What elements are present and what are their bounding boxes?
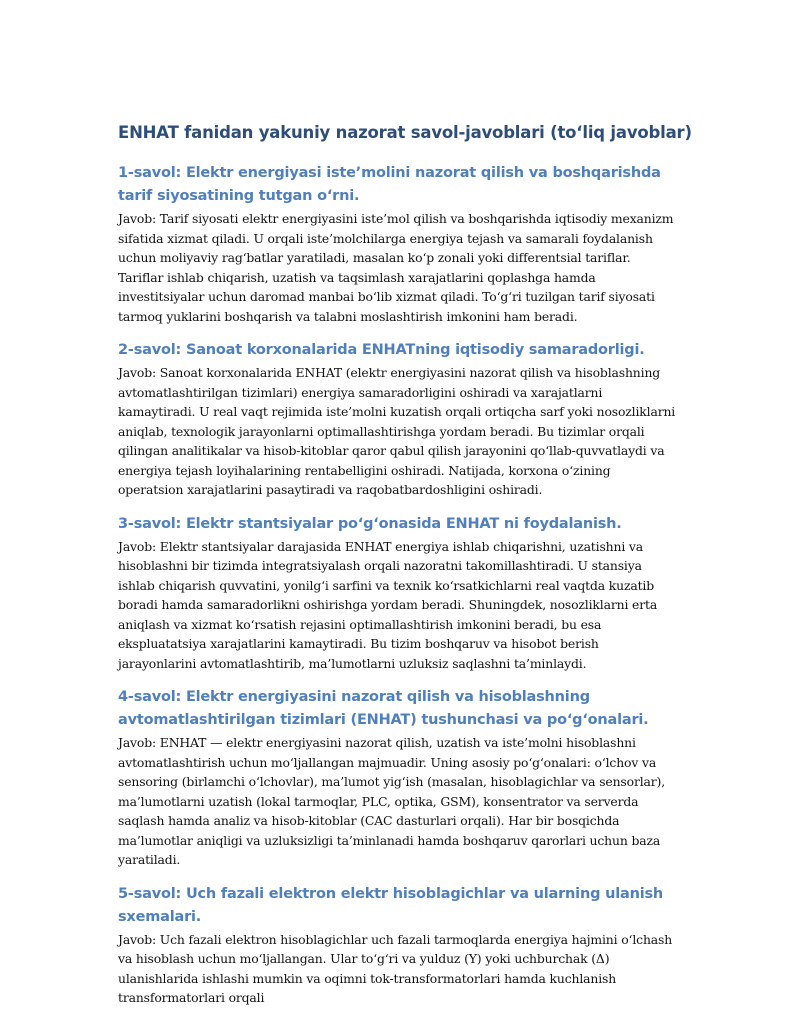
document-title: ENHAT fanidan yakuniy nazorat savol-javoblari (to‘liq javoblar) — [118, 123, 692, 142]
question-section-2 — [118, 339, 678, 500]
answer-paragraph: Javob: Sanoat korxonalarida ENHAT (elektr energiyasini nazorat qilish va hisoblashning avtomatlashtirilgan tizimlari) energiya samaradorligini oshiradi va xarajatlarni kamaytiradi. U real vaqt rejimida iste’molni kuzatish orqali ortiqcha sarf yoki nosozliklarni aniqlab, texnologik jarayonlarni optimallashtirishga yordam beradi. Bu tizimlar orqali qilingan analitikalar va hisob-kitoblar qaror qabul qilish jarayonini qo‘llab-quvvatlaydi va energiya tejash loyihalarining rentabelligini oshiradi. Natijada, korxona o‘zining operatsion xarajatlarini pasaytiradi va raqobatbardoshligini oshiradi. — [118, 365, 676, 497]
answer-paragraph: Javob: Elektr stantsiyalar darajasida ENHAT energiya ishlab chiqarishni, uzatishni va hisoblashni bir tizimda integratsiyalash orqali nazoratni takomillashtiradi. U stansiya ishlab chiqarish quvvatini, yonilg‘i sarfini va texnik ko‘rsatkichlarni real vaqtda kuzatib boradi hamda samaradorlikni oshirishga yordam beradi. Shuningdek, nosozliklarni erta aniqlash va xizmat ko‘rsatish rejasini optimallashtirish imkonini beradi, bu esa ekspluatatsiya xarajatlarini kamaytiradi. Bu tizim boshqaruv va hisobot berish jarayonlarini avtomatlashtirib, ma’lumotlarni uzluksiz saqlashni ta’minlaydi. — [118, 538, 658, 671]
question-heading: 1-savol: Elektr energiyasi iste’molini nazorat qilish va boshqarishda tarif siyosatining tutgan o‘rni. — [118, 165, 661, 204]
question-heading: 5-savol: Uch fazali elektron elektr hisoblagichlar va ularning ulanish sxemalari. — [118, 885, 664, 925]
question-section-3 — [118, 513, 678, 674]
question-section-1 — [118, 162, 678, 326]
question-heading: 3-savol: Elektr stantsiyalar po‘g‘onasida ENHAT ni foydalanish. — [118, 515, 622, 532]
question-section-4 — [118, 686, 678, 870]
question-section-5 — [118, 883, 678, 1008]
document-page — [118, 122, 692, 1021]
question-heading: 4-savol: Elektr energiyasini nazorat qilish va hisoblashning avtomatlashtirilgan tizimlari (ENHAT) tushunchasi va po‘g‘onalari. — [118, 689, 649, 728]
answer-paragraph: Javob: ENHAT — elektr energiyasini nazorat qilish, uzatish va iste’molni hisoblashni avtomatlashtirish uchun mo‘ljallangan majmuadir. Uning asosiy po‘g‘onalari: o‘lchov va sensoring (birlamchi o‘lchovlar), ma’lumot yig‘ish (masalan, hisoblagichlar va sensorlar), ma’lumotlarni uzatish (lokal tarmoqlar, PLC, optika, GSM), konsentrator va serverda saqlash hamda analiz va hisob-kitoblar (CAC dasturlari orqali). Har bir bosqichda ma’lumotlar aniqligi va uzluksizligi ta’minlanadi hamda boshqaruv qarorlari uchun baza yaratiladi. — [118, 735, 666, 867]
answer-paragraph: Javob: Uch fazali elektron hisoblagichlar uch fazali tarmoqlarda energiya hajmini o‘lchash va hisoblash uchun mo‘ljallangan. Ular to‘g‘ri va yulduz (Y) yoki uchburchak (Δ) ulanishlarida ishlashi mumkin va oqimni tok-transformatorlari hamda kuchlanish transformatorlari orqali — [118, 931, 673, 1005]
question-heading: 2-savol: Sanoat korxonalarida ENHATning iqtisodiy samaradorligi. — [118, 342, 645, 358]
answer-paragraph: Javob: Tarif siyosati elektr energiyasini iste’mol qilish va boshqarishda iqtisodiy mexanizm sifatida xizmat qiladi. U orqali iste’molchilarga energiya tejash va samarali foydalanish uchun moliyaviy rag‘batlar yaratiladi, masalan ko‘p zonali yoki differentsial tariflar. Tariflar ishlab chiqarish, uzatish va taqsimlash xarajatlarini qoplashga hamda investitsiyalar uchun daromad manbai bo‘lib xizmat qiladi. To‘g‘ri tuzilgan tarif siyosati tarmoq yuklarini boshqarish va talabni moslashtirish imkonini ham beradi. — [118, 211, 674, 324]
